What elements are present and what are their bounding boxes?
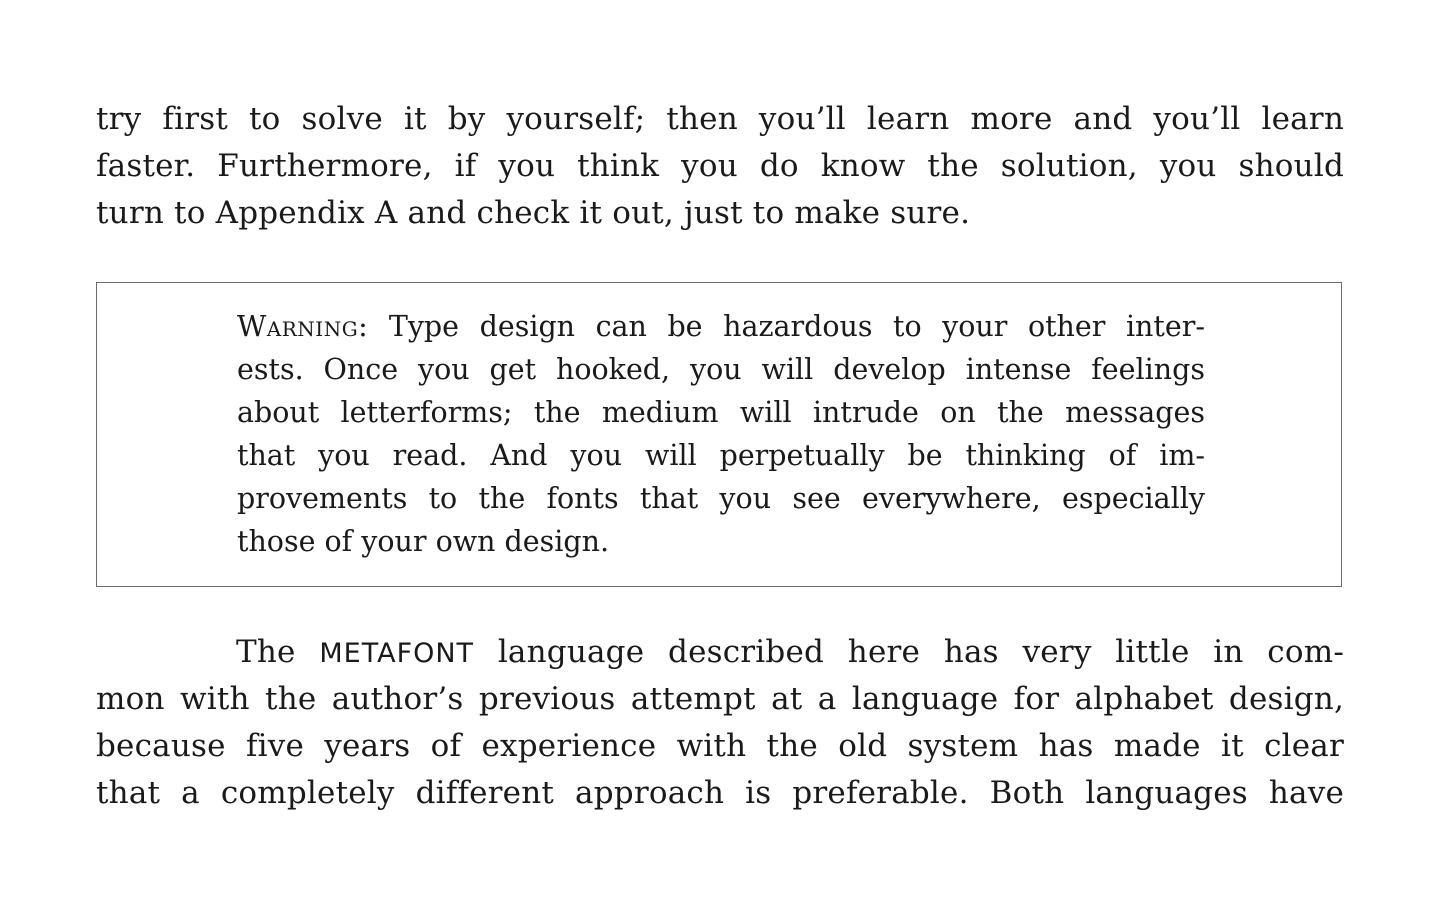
text-line: that a completely different approach is preferable. Both languages have: [96, 775, 1344, 811]
warning-line: about letterforms; the medium will intrude on the messages: [237, 396, 1205, 429]
warning-box: [96, 282, 1342, 587]
text-line: [96, 629, 1344, 676]
text-line: mon with the author’s previous attempt at a language for alphabet design,: [96, 681, 1344, 717]
text-line: faster. Furthermore, if you think you do know the solution, you should: [96, 148, 1344, 184]
paragraph-intro: [96, 96, 1344, 237]
warning-text: [237, 305, 1205, 563]
warning-label: Warning:: [237, 310, 369, 343]
metafont-logo-text: METAFONT: [319, 638, 475, 669]
text-fragment: The: [236, 634, 320, 670]
book-page: [96, 96, 1344, 811]
text-line: turn to Appendix A and check it out, just to make sure.: [96, 195, 971, 231]
warning-line: that you read. And you will perpetually be thinking of im-: [237, 439, 1205, 472]
warning-line: provements to the fonts that you see everywhere, especially: [237, 482, 1205, 515]
warning-line: [237, 305, 1205, 348]
text-fragment: language described here has very little in com-: [474, 634, 1344, 670]
paragraph-metafont: [96, 629, 1344, 817]
text-line: because five years of experience with the old system has made it clear: [96, 728, 1344, 764]
text-line: try first to solve it by yourself; then you’ll learn more and you’ll learn: [96, 101, 1344, 137]
warning-line-text: Type design can be hazardous to your other inter-: [368, 310, 1205, 343]
warning-line: those of your own design.: [237, 525, 610, 558]
warning-line: ests. Once you get hooked, you will develop intense feelings: [237, 353, 1205, 386]
